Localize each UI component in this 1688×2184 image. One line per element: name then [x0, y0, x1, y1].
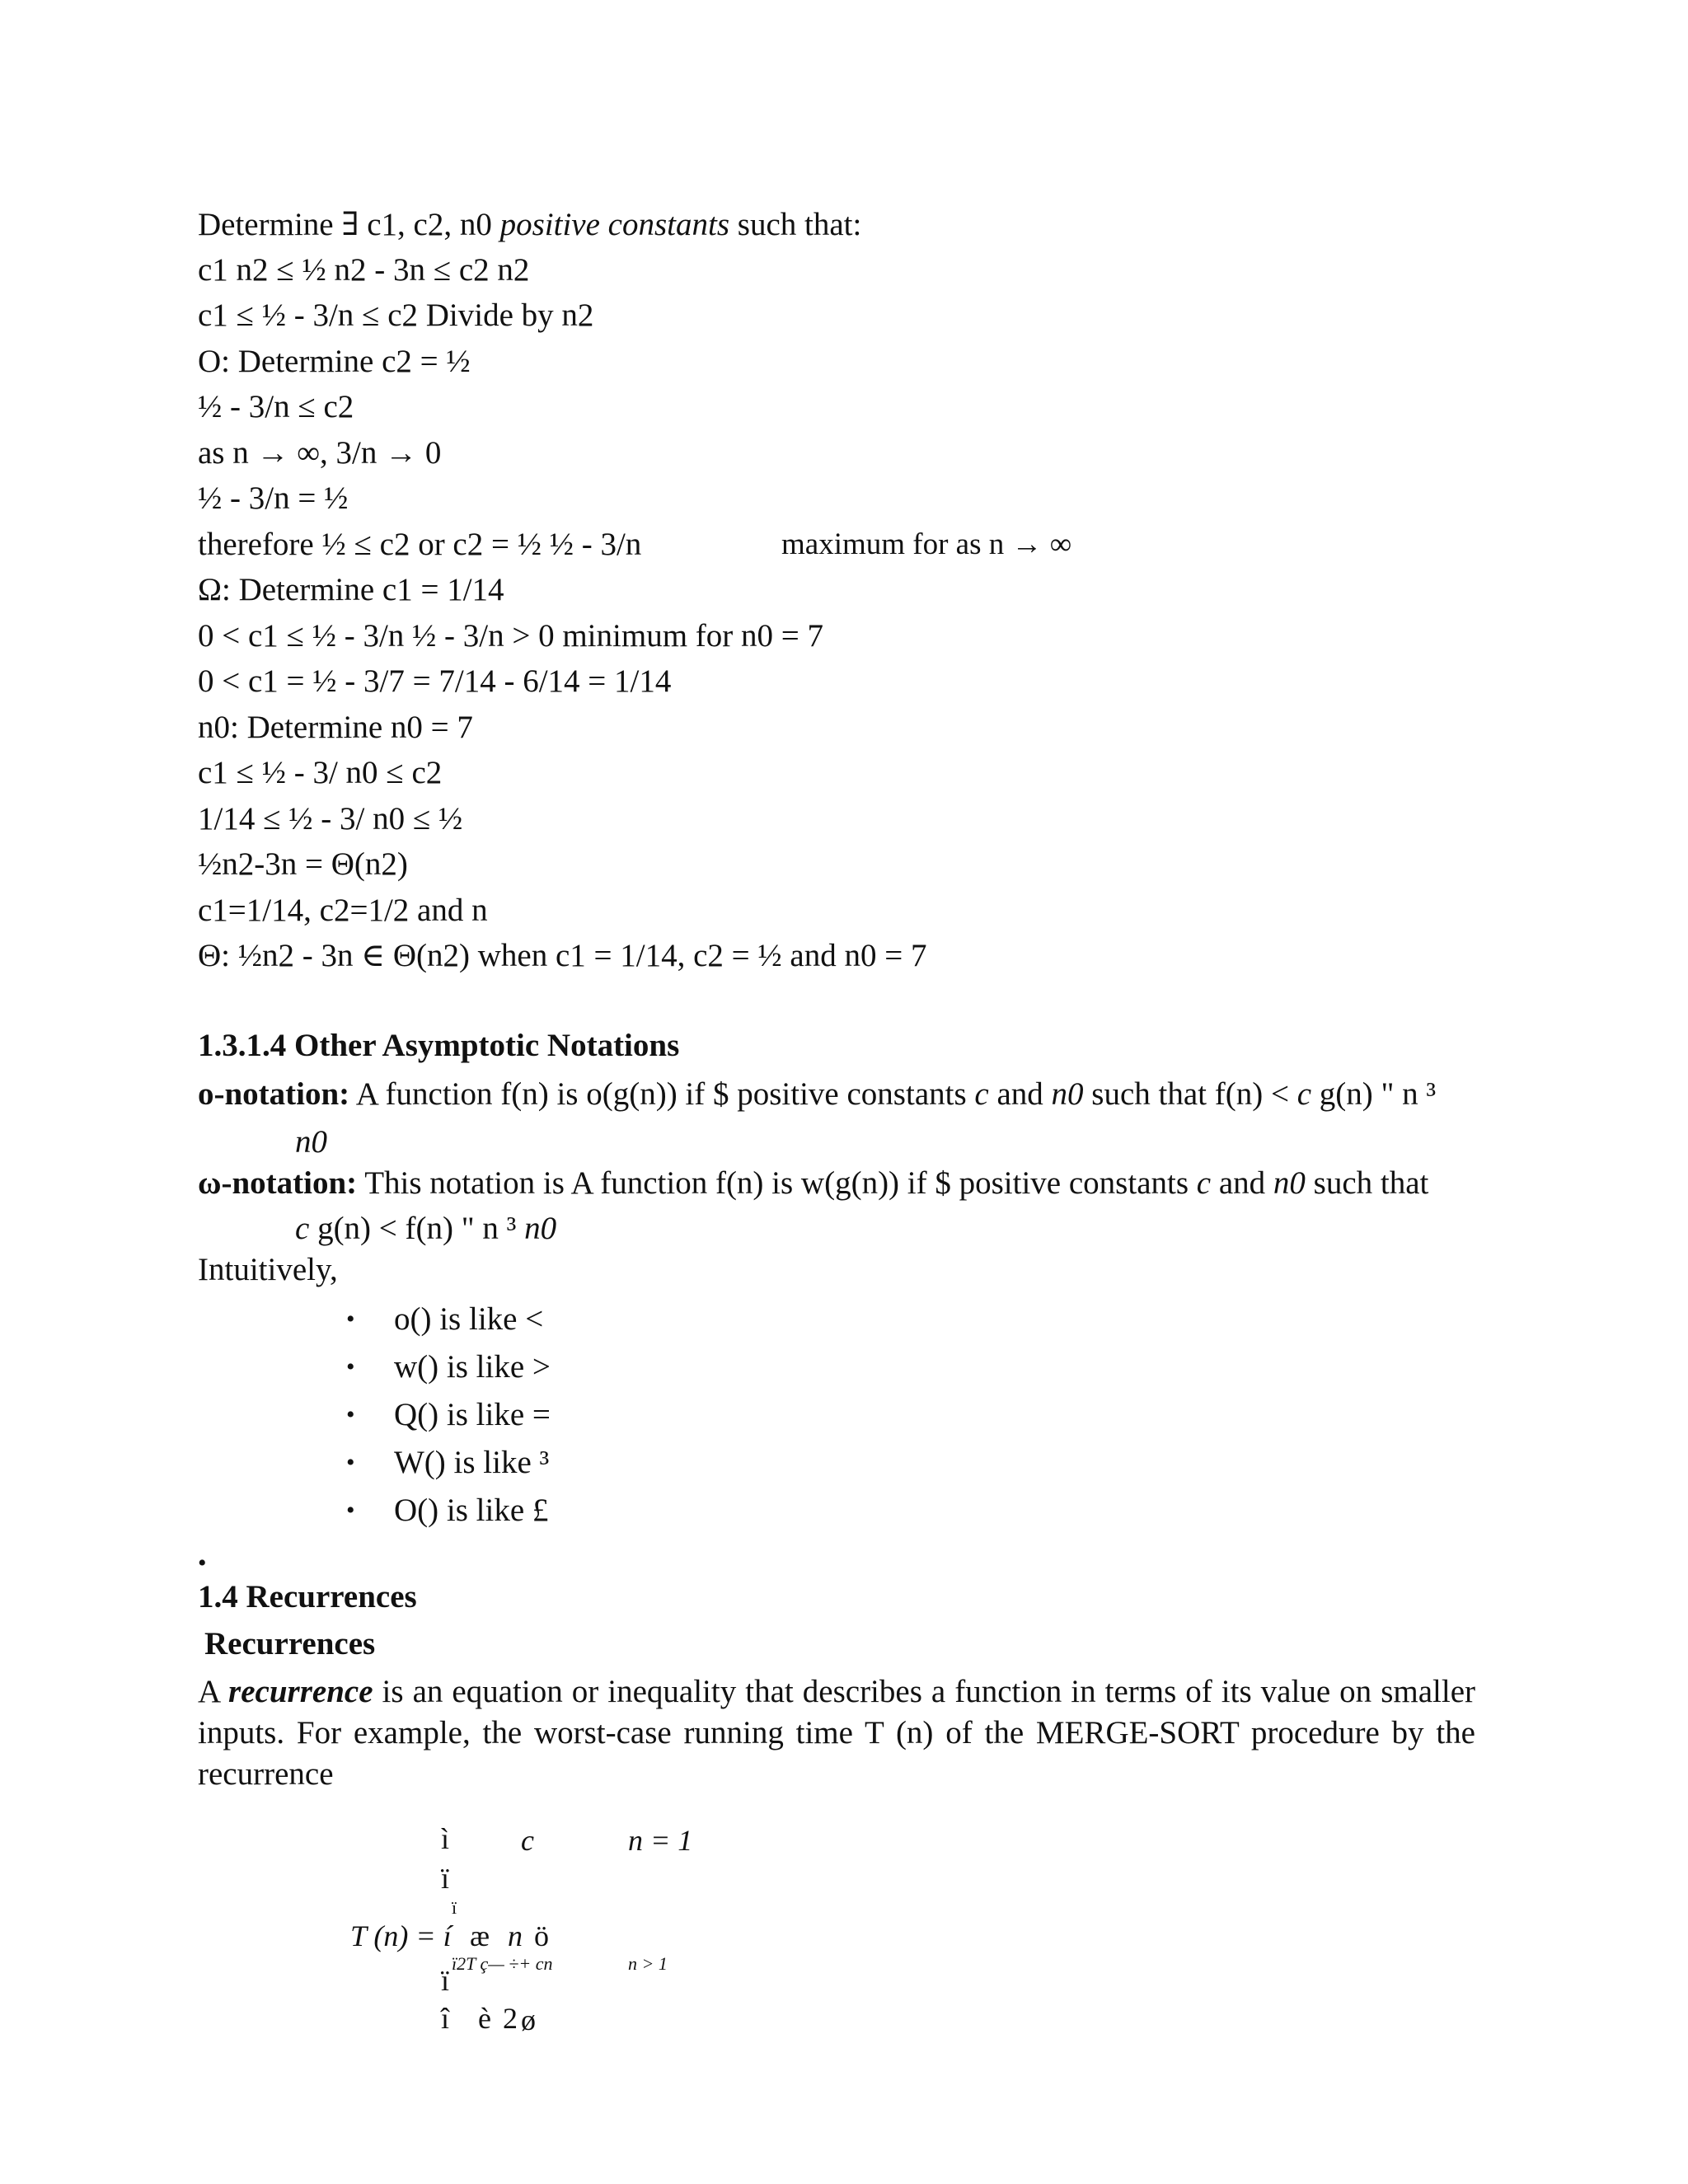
bullet-marker: •	[346, 1449, 355, 1476]
omega-notation-c: c	[1196, 1165, 1212, 1201]
o-notation-text: A function f(n) is o(g(n)) if $ positive constants	[349, 1076, 975, 1112]
stray-bullet-marker: •	[198, 1549, 207, 1577]
proof-line-theta-conclusion: Θ: ½n2 - 3n ∈ Θ(n2) when c1 = 1/14, c2 = ½ and n0 = 7	[198, 938, 927, 973]
proof-line-half-minus: ½ - 3/n ≤ c2	[198, 389, 354, 424]
omega-notation-and: and	[1211, 1165, 1273, 1201]
equation-condition-recursive: n > 1	[628, 1953, 668, 1974]
section-heading-asymptotic: 1.3.1.4 Other Asymptotic Notations	[198, 1028, 680, 1063]
list-item-text: W() is like ³	[394, 1445, 550, 1480]
proof-line-constants: c1=1/14, c2=1/2 and n	[198, 893, 488, 928]
proof-line-minimum: 0 < c1 ≤ ½ - 3/n ½ - 3/n > 0 minimum for n0 = 7	[198, 618, 823, 654]
equation-brace-mid-3: ï	[441, 1964, 450, 1997]
omega-notation-text: This notation is A function f(n) is w(g(n)) if $ positive constants	[357, 1165, 1197, 1201]
list-item-text: Q() is like =	[394, 1397, 551, 1432]
omega-notation-n0: n0	[1273, 1165, 1306, 1201]
proof-line-therefore: therefore ½ ≤ c2 or c2 = ½ ½ - 3/n	[198, 527, 642, 562]
bullet-marker: •	[346, 1497, 355, 1524]
equation-two: 2	[503, 2002, 518, 2035]
equation-brace-mid-1: ï	[441, 1862, 450, 1895]
proof-line-theta-result: ½n2-3n = Θ(n2)	[198, 846, 408, 882]
omega-notation-text-3: g(n) < f(n) " n ³	[309, 1211, 525, 1246]
proof-line-c1-value: 0 < c1 = ½ - 3/7 = 7/14 - 6/14 = 1/14	[198, 663, 672, 699]
o-notation-text-2: such that f(n) <	[1083, 1076, 1297, 1112]
proof-line-c1-bound: c1 ≤ ½ - 3/ n0 ≤ c2	[198, 755, 443, 790]
proof-line-determine-tail: such that:	[729, 207, 862, 242]
equation-brace-mid-2: ï	[452, 1897, 457, 1918]
omega-notation-definition	[198, 1165, 1428, 1202]
equation-o: ö	[534, 1919, 549, 1952]
recurrence-paragraph-lead: A	[198, 1674, 229, 1709]
equation-brace-top: ì	[441, 1822, 450, 1855]
o-notation-n0-wrap: n0	[295, 1124, 327, 1160]
proof-line-limit: as n → ∞, 3/n → 0	[198, 435, 442, 471]
omega-notation-text-2: such that	[1305, 1165, 1429, 1201]
positive-constants-term: positive constants	[499, 207, 730, 242]
section-heading-recurrences: 1.4 Recurrences	[198, 1579, 417, 1615]
recurrence-paragraph	[198, 1671, 1475, 1795]
o-notation-text-3: g(n) " n ³	[1311, 1076, 1437, 1112]
equation-recursive-term: ï2T ç— ÷+ cn	[452, 1953, 553, 1974]
proof-line-determine	[198, 206, 861, 244]
o-notation-n0: n0	[1051, 1076, 1084, 1112]
equation-brace-bottom: î	[441, 2002, 450, 2035]
proof-line-numeric-bound: 1/14 ≤ ½ - 3/ n0 ≤ ½	[198, 801, 463, 837]
equation-e: è	[478, 2002, 491, 2035]
proof-line-o-determine: O: Determine c2 = ½	[198, 344, 471, 379]
o-notation-definition	[198, 1076, 1436, 1113]
recurrence-paragraph-body: is an equation or inequality that describes a function in terms of its value on smaller inputs. For example, the worst-case running time T (n) of the MERGE-SORT procedure by the recurrence	[198, 1674, 1475, 1792]
equation-o-slash: ø	[521, 2004, 536, 2036]
bullet-marker: •	[346, 1353, 355, 1380]
equation-constant-c: c	[521, 1824, 534, 1857]
bullet-marker: •	[346, 1401, 355, 1428]
proof-line-maximum-note: maximum for as n → ∞	[781, 527, 1072, 561]
equation-condition-base: n = 1	[628, 1824, 693, 1857]
proof-line-n0-determine: n0: Determine n0 = 7	[198, 710, 473, 745]
omega-notation-n0-wrap: n0	[524, 1211, 557, 1246]
list-item-text: O() is like £	[394, 1493, 549, 1528]
proof-line-inequality: c1 n2 ≤ ½ n2 - 3n ≤ c2 n2	[198, 252, 530, 288]
list-item-text: o() is like <	[394, 1301, 544, 1337]
o-notation-c: c	[974, 1076, 989, 1112]
omega-notation-continuation	[295, 1210, 556, 1248]
equation-ae: æ	[470, 1919, 490, 1952]
recurrence-term: recurrence	[228, 1674, 373, 1709]
bullet-marker: •	[346, 1305, 355, 1333]
o-notation-c-2: c	[1296, 1076, 1312, 1112]
proof-line-divide: c1 ≤ ½ - 3/n ≤ c2 Divide by n2	[198, 298, 594, 333]
equation-lhs: T (n) = í	[350, 1919, 452, 1952]
omega-notation-c-2: c	[295, 1211, 310, 1246]
equation-n: n	[508, 1919, 523, 1952]
proof-line-determine-text: Determine ∃ c1, c2, n0	[198, 207, 500, 242]
subheading-recurrences: Recurrences	[204, 1626, 376, 1661]
intuitively-label: Intuitively,	[198, 1252, 338, 1287]
o-notation-and: and	[988, 1076, 1052, 1112]
list-item-text: w() is like >	[394, 1349, 551, 1385]
omega-notation-label: ω-notation:	[198, 1165, 358, 1201]
o-notation-label: o-notation:	[198, 1076, 350, 1112]
proof-line-omega-determine: Ω: Determine c1 = 1/14	[198, 572, 504, 607]
proof-line-half-equal: ½ - 3/n = ½	[198, 480, 349, 516]
